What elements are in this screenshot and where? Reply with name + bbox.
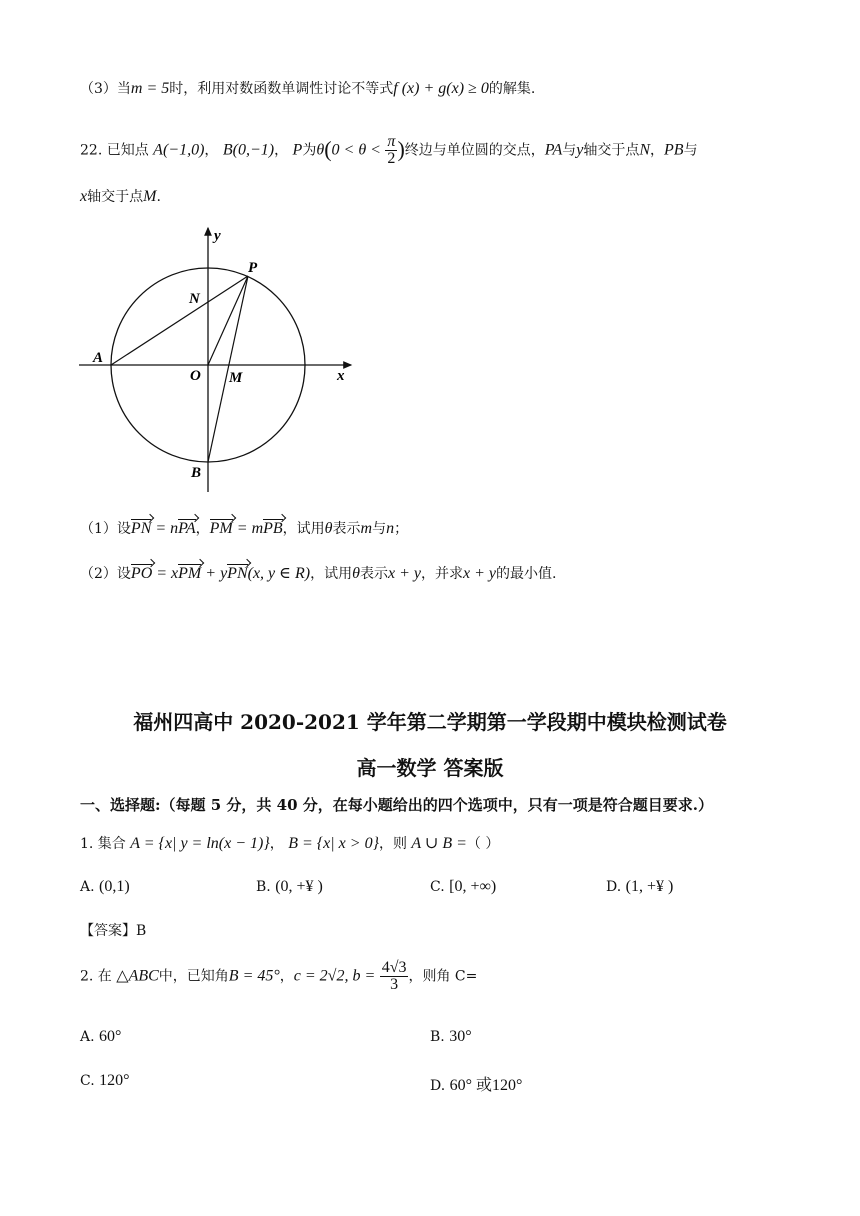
q2-option-d: D. 60° 或120° (430, 1077, 523, 1094)
q2-option-c: C. 120° (80, 1072, 130, 1089)
label-P: P (248, 260, 258, 276)
segment-PB (208, 276, 248, 462)
label-M: M (229, 370, 243, 386)
q1-option-d: D. (1, +¥ ) (606, 878, 674, 895)
q2-option-a: A. 60° (80, 1028, 122, 1045)
label-N: N (189, 291, 200, 307)
q1-answer: 【答案】B (80, 923, 147, 939)
q2-stem: 2. 在 △ABC中，已知角B = 45°，c = 2√2, b = $\frac{4√3}{3}$ ，则角 C= (80, 959, 478, 993)
label-x: x (337, 368, 345, 384)
answer-title: 福州四高中 2020-2021 学年第二学期第一学段期中模块检测试卷 (133, 710, 727, 734)
q1-option-c: C. [0, +∞) (430, 878, 497, 895)
q22-part2: （2）设PO = xPM + yPN(x, y ∈ R)，试用θ表示x + y，并求x + y的最小值. (80, 565, 557, 582)
answer-subtitle: 高一数学 答案版 (356, 756, 504, 780)
label-B: B (191, 465, 202, 481)
q1-option-b: B. (0, +¥ ) (256, 878, 323, 895)
q1-option-a: A. (0,1) (80, 878, 130, 895)
label-y: y (214, 228, 221, 244)
section-header: 一、选择题:（每题 5 分，共 40 分，在每小题给出的四个选项中，只有一项是符合题目要求.） (80, 796, 713, 814)
label-A: A (93, 350, 104, 366)
q22-stem-line1: 22. 已知点 A(−1,0)， B(0,−1)， P为θ(0 < θ < $\frac{\pi}{2}$ )终边与单位圆的交点，PA与y轴交于点N，PB与 (80, 133, 698, 167)
q21-part3: （3）当m = 5时，利用对数函数单调性讨论不等式f (x) + g(x) ≥ 0的解集. (80, 80, 536, 97)
q22-stem-line2: x轴交于点M. (80, 188, 161, 205)
q2-option-b: B. 30° (430, 1028, 472, 1045)
b-fraction: $\frac{4√3}{3}$ (381, 959, 407, 993)
q22-part1: （1）设PN = nPA，PM = mPB，试用θ表示m与n； (80, 520, 409, 537)
q1-stem: 1. 集合 A = {x| y = ln(x − 1)}， B = {x| x > 0}，则 A ∪ B =（ ） (80, 835, 500, 852)
pi-over-two-fraction: $\frac{\pi}{2}$ (387, 133, 396, 167)
unit-circle-figure (75, 222, 365, 502)
label-O: O (190, 368, 201, 384)
